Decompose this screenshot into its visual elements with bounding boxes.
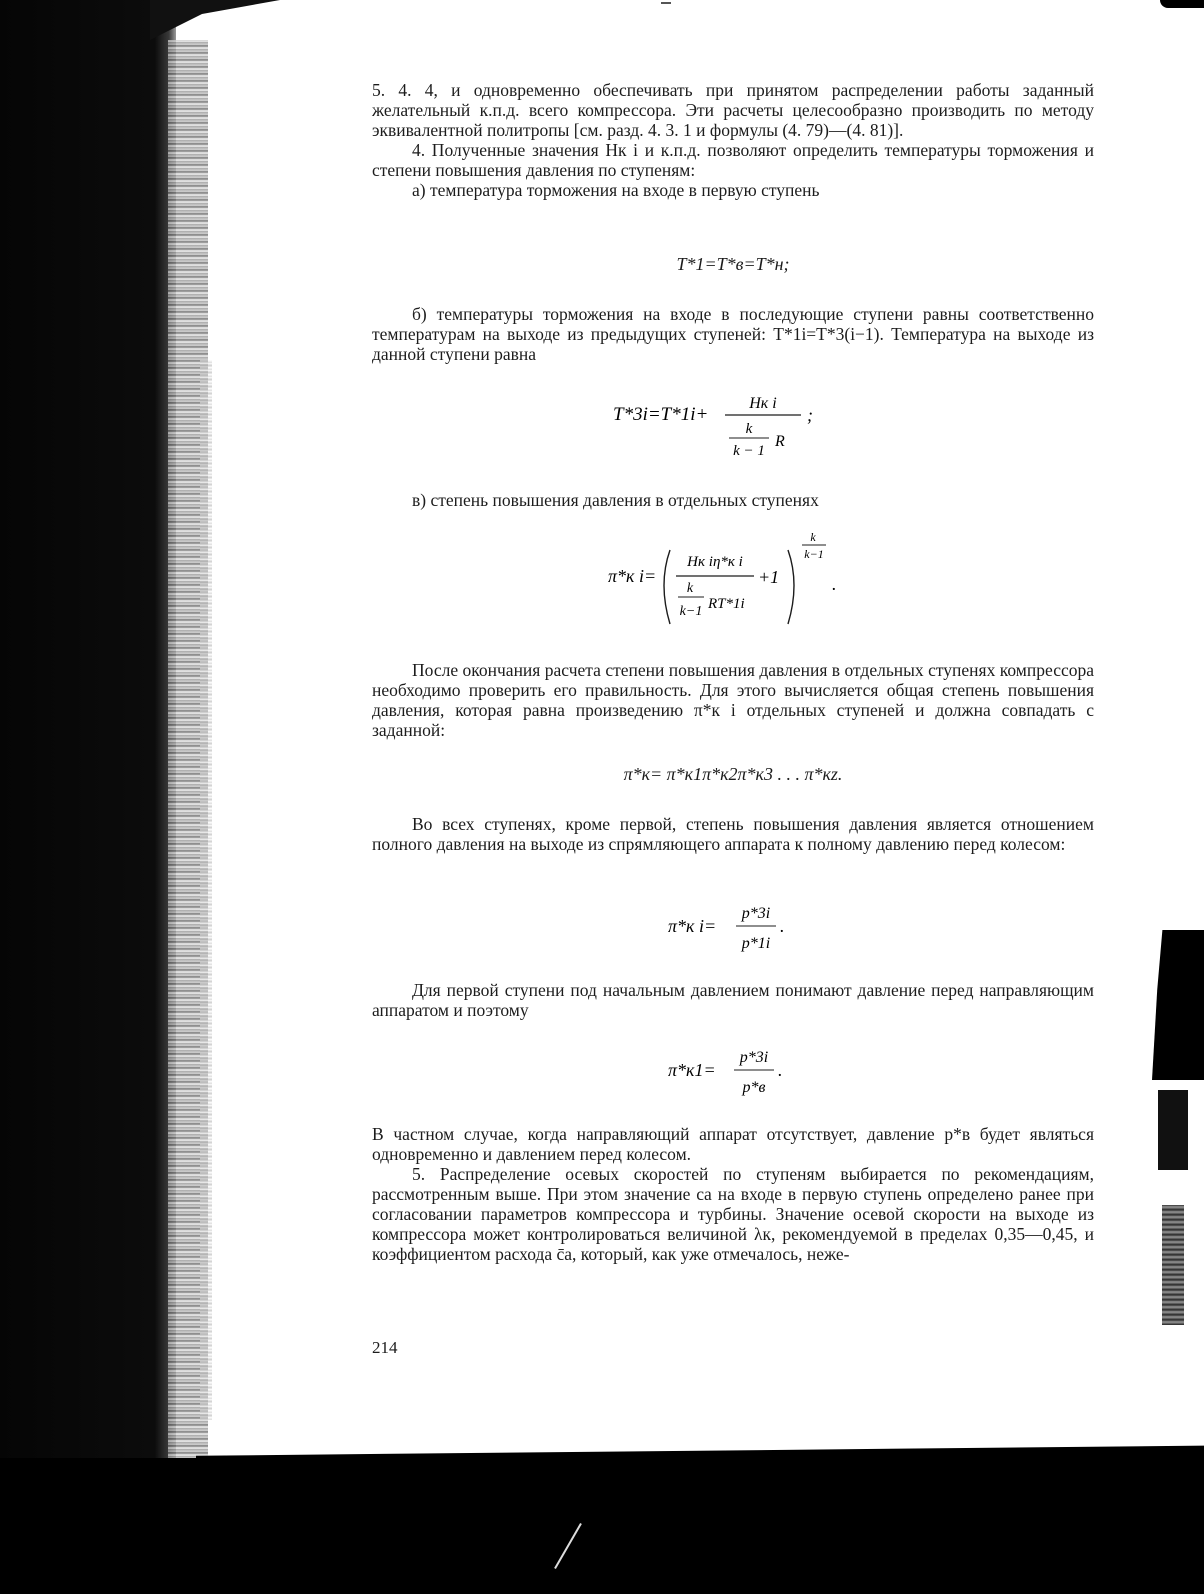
paragraph: 4. Полученные значения Hк i и к.п.д. позволяют определить температуры торможения и степени повышения давления по ступеням: (372, 140, 1094, 180)
formula-first-stage-ratio (372, 1040, 1094, 1104)
text-block-b (372, 304, 1094, 364)
text-block-stages (372, 814, 1094, 854)
formula5-lhs: π*к i= (668, 916, 717, 936)
formula2-den-den: k − 1 (733, 443, 765, 459)
formula6-num: p*3i (739, 1049, 769, 1066)
formula-stagnation-inlet: T*1=T*в=T*н; (676, 254, 790, 274)
text-block-check (372, 660, 1094, 740)
paragraph: 5. 4. 4, и одновременно обеспечивать при принятом распределении работы заданный желательный к.п.д. всего компрессора. Эти расчеты целесообразно производить по методу эквивалентной политропы [см. разд. 4. 3. 1 и формулы (4. 79)—(4. 81)]. (372, 80, 1094, 140)
page-number: 214 (372, 1338, 398, 1357)
paragraph: В частном случае, когда направляющий аппарат отсутствует, давление p*в будет являться одновременно и давлением перед колесом. (372, 1124, 1094, 1164)
text-block-c (372, 490, 1094, 510)
paragraph-item-c: в) степень повышения давления в отдельных ступенях (412, 490, 819, 510)
formula-total-pressure-ratio: π*к= π*к1π*к2π*к3 . . . π*кz. (623, 764, 843, 784)
text-block-2 (372, 1124, 1094, 1264)
scan-right-corner (1160, 0, 1204, 8)
formula6-den: p*в (742, 1079, 766, 1096)
formula2-den-num: k (745, 421, 753, 437)
formula-stage-pressure-ratio (372, 528, 1094, 636)
formula3-den-tail: RT*1i (708, 596, 745, 612)
text-block-1 (372, 80, 1094, 200)
scan-right-shadow (1152, 930, 1204, 1080)
formula3-den-b: k−1 (679, 604, 703, 619)
formula5-den: p*1i (741, 935, 771, 952)
formula-first-stage-ratio-svg (668, 1040, 798, 1104)
scan-edge-noise-inner (200, 360, 212, 1420)
scan-right-shadow-3 (1162, 1205, 1184, 1325)
paragraph-item-b: б) температуры торможения на входе в последующие ступени равны соответственно температурам на выходе из предыдущих ступеней: T*1i=T*3(i−1). Температура на выходе из данной ступени равна (372, 304, 1094, 364)
formula3-num: Hк iη*к i (687, 554, 743, 570)
formula6-lhs: π*к1= (668, 1060, 716, 1080)
paragraph: Для первой ступени под начальным давлением понимают давление перед направляющим аппаратом и поэтому (372, 980, 1094, 1020)
formula-outlet-temperature (372, 388, 1094, 464)
scan-binding-shadow (0, 0, 176, 1594)
formula-outlet-temperature-svg (613, 388, 853, 464)
formula3-den-a: k (686, 581, 694, 596)
paragraph-item-a: а) температура торможения на входе в первую ступень (412, 180, 820, 200)
formula5-end: . (780, 916, 785, 936)
scan-top-mark (661, 2, 671, 4)
formula2-num: Hк i (749, 395, 777, 412)
formula6-end: . (778, 1060, 783, 1080)
text-block-first (372, 980, 1094, 1020)
formula3-plus: +1 (758, 567, 780, 587)
formula-stage-ratio-pressures (372, 896, 1094, 960)
formula3-exp-num: k (810, 530, 816, 544)
paragraph: 5. Распределение осевых скоростей по ступеням выбирается по рекомендациям, рассмотренным выше. При этом значение ca на входе в первую ступень определено ранее при согласовании параметров компрессора и турбины. Значение осевой скорости на выходе из компрессора может контролироваться величиной λк, рекомендуемой в пределах 0,35—0,45, и коэффициентом расхода c̄a, который, как уже отмечалось, неже- (372, 1164, 1094, 1264)
formula3-lhs: π*к i= (608, 566, 657, 586)
formula3-exp-den: k−1 (804, 547, 824, 561)
formula3-end: . (832, 574, 837, 594)
scan-right-shadow-2 (1158, 1090, 1188, 1170)
formula-stage-ratio-pressures-svg (668, 896, 798, 960)
scan-bottom-band (0, 1458, 1204, 1594)
paragraph: Во всех ступенях, кроме первой, степень повышения давления является отношением полного давления на выходе из спрямляющего аппарата к полному давлению перед колесом: (372, 814, 1094, 854)
formula-stage-pressure-ratio-svg (608, 528, 858, 636)
formula5-num: p*3i (741, 905, 771, 922)
formula2-lhs: T*3i=T*1i+ (613, 404, 709, 425)
paragraph: После окончания расчета степени повышения давления в отдельных ступенях компрессора необходимо проверить его правильность. Для этого вычисляется общая степень повышения давления, которая равна произведению π*к i отдельных ступеней и должна совпадать с заданной: (372, 660, 1094, 740)
formula2-den-tail: R (775, 433, 785, 450)
formula2-end: ; (807, 405, 813, 425)
